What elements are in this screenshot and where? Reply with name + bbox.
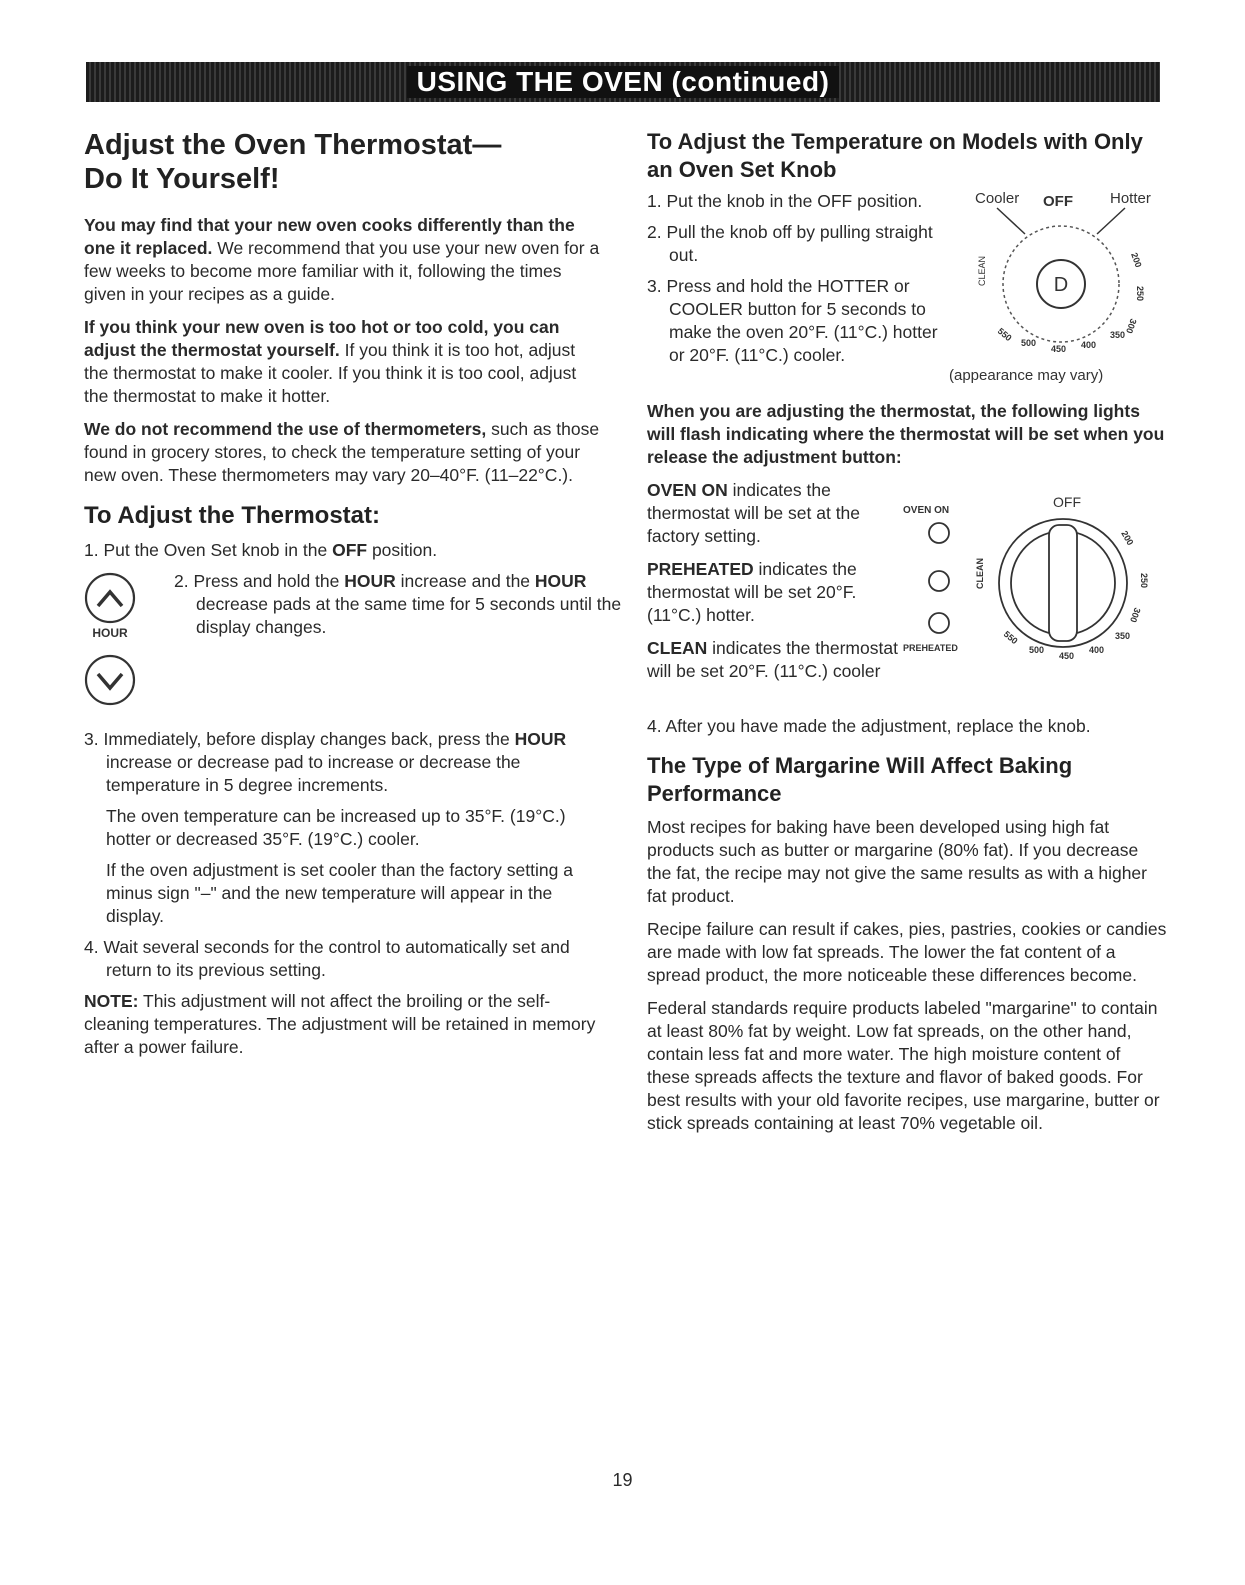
left-step-2 <box>174 570 626 639</box>
knob1-t250: 250 <box>1135 286 1145 302</box>
knob2-grip-icon <box>1049 525 1077 641</box>
thermometer-paragraph <box>84 418 604 487</box>
banner-title: USING THE OVEN (continued) <box>407 66 840 98</box>
knob-off-label: OFF <box>1043 193 1073 210</box>
oven-set-knob-figure <box>945 186 1167 386</box>
too-hot-paragraph <box>84 316 604 408</box>
chevron-up-icon <box>98 592 122 606</box>
preheated-paragraph <box>647 558 907 627</box>
knob-steps-block <box>647 190 1167 384</box>
oven-on-text: indicates the thermostat will be set at the factory setting. <box>647 480 861 546</box>
step2-bold-d: HOUR <box>534 571 587 591</box>
right-step-3: 3. Press and hold the HOTTER or COOLER button for 5 seconds to make the oven 20°F. (11°C.) hotter or 20°F. (11°C.) cooler. <box>647 276 938 365</box>
clean-text: indicates the thermostat will be set 20°F. (11°C.) cooler <box>647 638 898 681</box>
left-column <box>84 128 622 1069</box>
left-step-3 <box>84 728 604 797</box>
chevron-down-icon <box>98 674 122 688</box>
knob1-t200: 200 <box>1129 251 1144 269</box>
clean-paragraph <box>647 637 907 683</box>
knob2-t250: 250 <box>1139 573 1149 589</box>
note-text: This adjustment will not affect the broiling or the self-cleaning temperatures. The adjustment will be retained in memory after a power failure. <box>84 991 596 1057</box>
flash-lights-paragraph <box>647 400 1167 469</box>
adjust-thermostat-subtitle: To Adjust the Thermostat: <box>84 502 380 529</box>
section-banner <box>86 62 1160 102</box>
knob1-t400: 400 <box>1081 340 1097 350</box>
knob2-t200: 200 <box>1119 529 1136 548</box>
step1-bold: OFF <box>332 540 368 560</box>
flash-lights-text: When you are adjusting the thermostat, the following lights will flash indicating where the thermostat will be set when you release the adjustment button: <box>647 401 1165 467</box>
margarine-title: The Type of Margarine Will Affect Baking Performance <box>647 753 1073 806</box>
knob1-t500: 500 <box>1021 338 1037 348</box>
preheated-bold: PREHEATED <box>647 559 754 579</box>
knob2-t500: 500 <box>1029 645 1045 655</box>
step3-bold: HOUR <box>514 729 567 749</box>
right-step-2: 2. Pull the knob off by pulling straight out. <box>647 222 933 265</box>
step2-text-e: decrease pads at the same time for 5 seconds until the display changes. <box>196 594 622 637</box>
knob1-clean-label: CLEAN <box>977 255 987 286</box>
oven-on-light-icon <box>929 523 949 543</box>
intro-text: We recommend that you use your new oven for a few weeks to become more familiar with it, following the times given in your recipes as a guide. <box>84 238 600 304</box>
knob2-t300: 300 <box>1127 606 1143 624</box>
margarine-paragraph-1: Most recipes for baking have been developed using high fat products such as butter or margarine (80% fat). If you decrease the fat, the recipe may not give the same results as with a higher fat product. <box>647 817 1147 906</box>
hour-pads-figure <box>84 570 144 715</box>
note-paragraph <box>84 990 604 1059</box>
left-title: Adjust the Oven Thermostat— Do It Yourself! <box>84 129 502 195</box>
indicator-block <box>647 479 1167 715</box>
page-number: 19 <box>612 1470 633 1490</box>
preheated-light-icon <box>929 613 949 633</box>
hour-pads-block <box>84 570 622 712</box>
clean-light-icon <box>929 571 949 591</box>
margarine-paragraph-3: Federal standards require products labeled "margarine" to contain at least 80% fat by weight. Low fat spreads, on the other hand, contain less fat and more water. The high moisture content of these spreads affects the texture and flavor of baked goods. For best results with your old favorite recipes, use margarine, butter or stick spreads containing at least 70% vegetable oil. <box>647 998 1160 1133</box>
appearance-caption: (appearance may vary) <box>949 367 1104 384</box>
knob2-t400: 400 <box>1089 645 1105 655</box>
hour-pad-label: HOUR <box>92 626 128 640</box>
step3-paragraph-2: The oven temperature can be increased up to 35°F. (19°C.) hotter or decreased 35°F. (19°C.) cooler. <box>106 806 566 849</box>
right-step-1: 1. Put the knob in the OFF position. <box>647 191 923 211</box>
margarine-paragraph-2: Recipe failure can result if cakes, pies, pastries, cookies or candies are made with low fat spreads. The lower the fat content of a spread product, the more noticeable these differences become. <box>647 919 1167 985</box>
too-hot-bold: If you think your new oven is too hot or too cold, you can adjust the thermostat yourself. <box>84 317 560 360</box>
indicator-text <box>647 479 907 693</box>
knob2-t450: 450 <box>1059 651 1075 661</box>
step1-text-a: 1. Put the Oven Set knob in the <box>84 540 333 560</box>
oven-on-paragraph <box>647 479 907 548</box>
cooler-arrow-icon <box>997 208 1025 234</box>
knob2-t550: 550 <box>1001 628 1020 647</box>
right-column <box>647 128 1167 1145</box>
knob-steps-text <box>647 190 957 375</box>
step3-paragraph-3: If the oven adjustment is set cooler than the factory setting a minus sign "–" and the new temperature will appear in the display. <box>106 860 573 926</box>
step3-text-c: increase or decrease pad to increase or decrease the temperature in 5 degree increments. <box>106 752 521 795</box>
knob-center-letter: D <box>1053 274 1069 296</box>
indicator-knob-figure <box>903 489 1167 669</box>
intro-bold: You may find that your new oven cooks differently than the one it replaced. <box>84 215 575 258</box>
knob2-clean-label: CLEAN <box>975 558 985 589</box>
hotter-arrow-icon <box>1097 208 1125 234</box>
thermometer-text: such as those found in grocery stores, to check the temperature setting of your new oven. These thermometers may vary 20–40°F. (11–22°C.). <box>84 419 600 485</box>
cooler-label: Cooler <box>975 190 1020 207</box>
knob1-t450: 450 <box>1051 344 1067 354</box>
left-step-4: 4. Wait several seconds for the control to automatically set and return to its previous setting. <box>84 937 570 980</box>
too-hot-text: If you think it is too hot, adjust the thermostat to make it cooler. If you think it is too cool, adjust the thermostat to make it hotter. <box>84 340 577 406</box>
knob2-off-label: OFF <box>1053 494 1081 510</box>
oven-on-indicator-label: OVEN ON <box>903 505 950 516</box>
preheated-text: indicates the thermostat will be set 20°F. (11°C.) hotter. <box>647 559 857 625</box>
clean-bold: CLEAN <box>647 638 708 658</box>
note-label: NOTE: <box>84 991 139 1011</box>
hour-down-pad-icon <box>86 656 134 704</box>
knob1-t300: 300 <box>1123 317 1139 335</box>
oven-on-bold: OVEN ON <box>647 480 728 500</box>
right-step-4: 4. After you have made the adjustment, replace the knob. <box>647 716 1091 736</box>
step2-text-a: 2. Press and hold the <box>174 571 345 591</box>
preheated-indicator-label: PREHEATED <box>903 643 958 653</box>
knob2-t350: 350 <box>1115 631 1131 641</box>
step2-bold-b: HOUR <box>344 571 396 591</box>
step3-text-a: 3. Immediately, before display changes back, press the <box>84 729 515 749</box>
intro-paragraph <box>84 214 604 306</box>
left-step-1 <box>84 539 604 562</box>
hour-up-pad-icon <box>86 574 134 622</box>
hour-pad-icons <box>84 570 144 720</box>
hotter-label: Hotter <box>1110 190 1151 207</box>
knob1-t550: 550 <box>995 325 1014 344</box>
thermometer-bold: We do not recommend the use of thermometers, <box>84 419 487 439</box>
right-title: To Adjust the Temperature on Models with Only an Oven Set Knob <box>647 129 1143 182</box>
knob1-t350: 350 <box>1110 330 1126 340</box>
step1-text-c: position. <box>367 540 438 560</box>
step2-text-c: increase and the <box>395 571 535 591</box>
